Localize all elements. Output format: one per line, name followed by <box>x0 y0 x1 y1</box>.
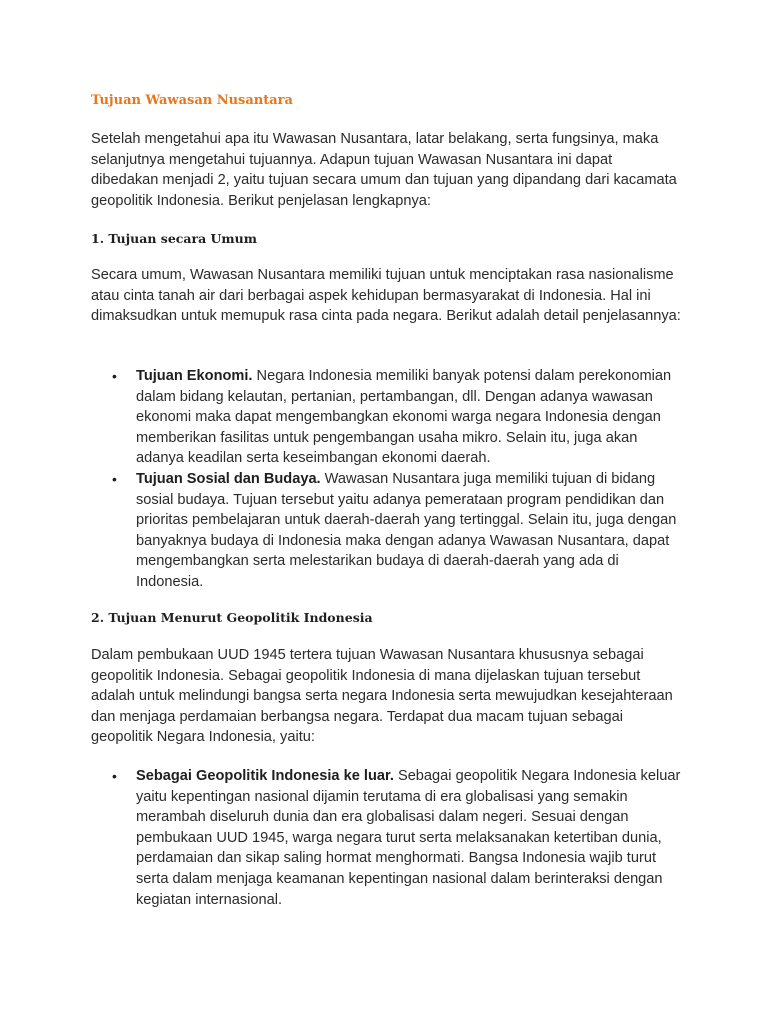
section-1-list <box>112 366 681 593</box>
section-1-heading: 1. Tujuan secara Umum <box>91 231 257 246</box>
section-1-paragraph: Secara umum, Wawasan Nusantara memiliki tujuan untuk menciptakan rasa nasionalisme atau cinta tanah air dari berbagai aspek kehidupan bermasyarakat di Indonesia. Hal ini dimaksudkan untuk memupuk rasa cinta pada negara. Berikut adalah detail penjelasannya: <box>91 267 681 325</box>
list-item-geopolitics-outward <box>112 766 681 910</box>
list-item-lead: Tujuan Sosial dan Budaya. <box>136 470 321 487</box>
list-item-text: Wawasan Nusantara juga memiliki tujuan di bidang sosial budaya. Tujuan tersebut yaitu adanya pemerataan program pendidikan dan prioritas pembelajaran untuk daerah-daerah yang tertinggal. Selain itu, juga dengan banyaknya budaya di Indonesia maka dengan adanya Wawasan Nusantara, dapat mengembangkan serta melestarikan budaya di daerah-daerah yang ada di Indonesia. <box>136 470 677 590</box>
bullet-icon: • <box>112 470 117 487</box>
list-item-text: Negara Indonesia memiliki banyak potensi dalam perekonomian dalam bidang kelautan, pertanian, pertambangan, dll. Dengan adanya wawasan ekonomi maka dapat mengembangkan ekonomi warga negara Indonesia dengan memberikan fasilitas untuk pengembangan usaha mikro. Selain itu, juga akan adanya keadilan serta keseimbangan ekonomi daerah. <box>136 368 672 467</box>
bullet-icon: • <box>112 368 117 384</box>
list-item-economic <box>112 366 681 469</box>
section-2-heading: 2. Tujuan Menurut Geopolitik Indonesia <box>91 610 373 625</box>
list-item-lead: Sebagai Geopolitik Indonesia ke luar. <box>136 768 394 784</box>
intro-paragraph: Setelah mengetahui apa itu Wawasan Nusantara, latar belakang, serta fungsinya, maka selanjutnya mengetahui tujuannya. Adapun tujuan Wawasan Nusantara ini dapat dibedakan menjadi 2, yaitu tujuan secara umum dan tujuan yang dipandang dari kacamata geopolitik Indonesia. Berikut penjelasan lengkapnya: <box>91 131 677 209</box>
list-item-lead: Tujuan Ekonomi. <box>136 368 253 384</box>
document-title: Tujuan Wawasan Nusantara <box>91 93 293 108</box>
list-item-text: Sebagai geopolitik Negara Indonesia keluar yaitu kepentingan nasional dijamin terutama di era globalisasi yang semakin merambah diseluruh dunia dan era globalisasi dalam negeri. Sesuai dengan pembukaan UUD 1945, warga negara turut serta melaksanakan ketertiban dunia, perdamaian dan sikap saling hormat menghormati. Bangsa Indonesia wajib turut serta dalam menjaga keamanan kepentingan nasional dalam berinteraksi dengan kegiatan internasional. <box>136 768 681 908</box>
section-2-list <box>112 766 681 910</box>
bullet-icon: • <box>112 768 117 784</box>
section-2-paragraph: Dalam pembukaan UUD 1945 tertera tujuan Wawasan Nusantara khususnya sebagai geopolitik Indonesia. Sebagai geopolitik Indonesia di mana dijelaskan tujuan tersebut adalah untuk melindungi bangsa serta negara Indonesia serta mewujudkan kesejahteraan dan menjaga perdamaian berbangsa negara. Terdapat dua macam tujuan sebagai geopolitik Negara Indonesia, yaitu: <box>91 647 673 746</box>
list-item-social-culture <box>112 469 681 593</box>
